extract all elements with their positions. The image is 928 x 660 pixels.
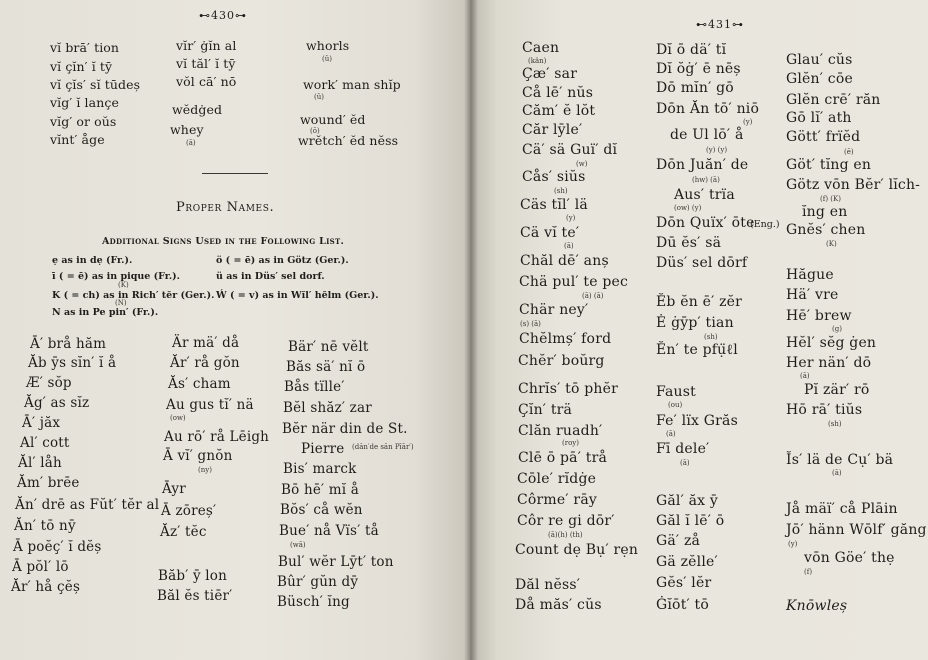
name-entry: Ăn′ tō nȳ [14,518,76,534]
word-entry: vĭ brā′ tion [50,40,120,55]
pronunciation-mark: (f) [804,568,813,576]
name-entry: Bue′ nå Vïs′ tå [279,523,379,539]
pronunciation-mark: (ow) [170,414,186,422]
name-entry: Glĕn crē′ răn [786,92,881,108]
pronunciation-mark: (hw) (ā) [692,176,720,184]
name-entry: vōn Göe′ thẹ [804,550,895,566]
name-entry: Chä pul′ te pec [519,274,629,290]
name-entry: Cå lē′ nŭs [522,85,594,101]
name-entry: Büsch′ ĭng [277,594,350,610]
name-entry: Fī dele′ [656,441,710,457]
sign-entry: ī ( = ē) as in pique (Fr.). [52,271,180,282]
name-entry: Cä′ sä Guï′ dĭ [522,142,618,158]
word-entry: work′ man shĭp [303,77,401,92]
page-number: ⊷430⊶ [199,9,247,22]
word-entry: vĭnt′ åge [50,132,105,147]
name-entry: Găl ĭ lē′ ō [656,513,725,529]
name-entry: Chrĭs′ tō phĕr [518,381,618,397]
book-gutter [464,0,478,660]
name-entry: Ăm′ brēe [17,475,80,491]
pronunciation-mark: (ā) [800,372,810,380]
name-entry: Ā poĕç′ ĭ dĕș [13,539,102,555]
pronunciation-mark: (y) [788,540,798,548]
language-label: (Eng.) [750,219,780,230]
name-entry: Gnĕs′ chen [786,222,866,238]
name-entry: Dū ĕs′ sä [656,235,722,251]
name-entry: Bås tïlle′ [284,379,345,395]
name-entry: Băl ĕs tiēr′ [157,588,233,604]
sign-entry: N as in Pe pin′ (Fr.). [52,307,159,318]
right-page [470,0,928,660]
name-entry: Hĕl′ sĕg ġen [786,335,877,351]
word-entry: vĭr′ ġĭn al [176,38,237,53]
pronunciation-mark: (ā) [186,139,196,147]
name-entry: Dăl nĕss′ [515,577,581,593]
name-entry: Dĭ ō dä′ tĭ [656,42,727,58]
name-entry: Bûr′ gŭn dȳ [277,574,359,590]
pronunciation-mark: (N) [115,299,127,307]
name-entry: Ā zōreș′ [161,503,217,519]
name-entry: Căr lȳle′ [522,122,583,138]
pronunciation-mark: (ā) [666,430,676,438]
pronunciation-mark: (ā) [832,469,842,477]
pronunciation-mark: (roy) [562,439,579,447]
name-entry: Hä′ vre [786,287,839,303]
name-entry: Glau′ cŭs [786,52,853,68]
pronunciation-mark: (ny) [198,466,212,474]
word-entry: whey [170,122,204,137]
sign-entry: Ẃ ( = v) as in Wĭl′ hĕlm (Ger.). [216,290,379,301]
name-entry: Çĭn′ trä [518,402,573,418]
name-entry: Côrme′ rāy [517,492,597,508]
name-entry: Dōn Ăn tō′ niō [656,101,760,117]
name-entry: Dō mĭn′ gō [656,80,734,96]
word-entry: vĭ çĭs′ sĭ tūdeș [50,77,141,92]
pronunciation-mark: (K) [826,240,837,248]
name-entry: Hē′ brew [786,308,852,324]
pronunciation-mark: (kän) [528,57,547,65]
name-entry: Bō hē′ mĭ å [281,482,360,498]
name-entry: Chĕlmș′ ford [519,331,612,347]
name-entry: Ā pŏl′ lō [12,559,69,575]
name-entry: Găl′ ăx ȳ [656,493,719,509]
name-entry: Cås′ siŭs [522,169,586,185]
name-entry: Bĕl shăz′ zar [283,400,372,416]
name-entry: Düs′ sel dōrf [656,255,748,271]
name-entry: Götz vōn Bĕr′ lĭch- [786,177,921,193]
name-entry: Bul′ wĕr Lȳt′ ton [278,554,394,570]
name-entry: Chär ney′ [519,302,589,318]
pronunciation-mark: (y) [743,118,753,126]
name-entry: Çæ′ sar [522,66,578,82]
name-entry: Bŏs′ cå wĕn [280,502,363,518]
sign-entry: ö ( = ē) as in Götz (Ger.). [216,255,349,266]
pronunciation-mark: (û) [322,55,332,63]
name-entry: Ĭs′ lä de Cụ′ bä [786,452,894,468]
name-entry: Ăg′ as sĭz [24,395,90,411]
name-entry: Göt′ tĭng en [786,157,872,173]
name-entry: Côr re gi dōr′ [517,513,615,529]
word-entry: wrĕtch′ ĕd nĕss [298,133,399,148]
name-entry: Gä zĕlle′ [656,554,718,570]
pronunciation-mark: (f) (K) [820,195,841,203]
name-entry: Knōwleș [786,598,848,614]
name-entry: Ăl′ låh [18,455,62,471]
signs-subheading: Additional Signs Used in the Following List. [102,236,345,247]
name-entry: de Ul lō′ å [670,127,744,143]
name-entry: Bär′ nē vĕlt [288,339,369,355]
word-entry: vĭg′ ĭ lançe [50,95,119,110]
section-title: Proper Names. [176,200,275,215]
name-entry: Gĕs′ lĕr [656,575,712,591]
name-entry: Gō lĭ′ ath [786,110,852,126]
pronunciation-mark: (ā) [680,459,690,467]
pronunciation-mark: (ā) (ā) [582,292,604,300]
sign-entry: K ( = ch) as in Rich′ tĕr (Ger.). [52,290,215,301]
word-entry: vĭ tăl′ ĭ tȳ [176,56,236,71]
pronunciation-mark: (sh) [554,187,568,195]
name-entry: Au gus tĭ′ nä [166,397,254,413]
pronunciation-mark: (wā) [290,541,306,549]
pronunciation-mark: (sh) [828,420,842,428]
name-entry: Jå mäï′ cå Plāin [786,501,898,517]
name-entry: Då măs′ cŭs [515,597,602,613]
name-entry: Ė ġȳp′ tian [656,315,734,331]
name-entry: Æ′ sŏp [26,375,72,391]
pronunciation-mark: (w) [576,160,588,168]
name-entry: Pierre [301,441,345,457]
pronunciation-mark: (dăn′de săn Pīār′) [352,443,414,451]
name-entry: Gött′ frïĕd [786,129,861,145]
pronunciation-mark: (ā) [564,242,574,250]
word-entry: whorls [306,38,350,53]
pronunciation-mark: (sh) [704,333,718,341]
name-entry: Chăl dē′ anș [520,253,609,269]
name-entry: Hō rā′ tiŭs [786,402,863,418]
name-entry: Căm′ ĕ lŏt [522,103,596,119]
name-entry: Glĕn′ cōe [786,71,853,87]
name-entry: Au rō′ rå Lēigh [164,429,270,445]
pronunciation-mark: (ō) [310,127,320,135]
word-entry: vĭg′ or oŭs [50,114,117,129]
name-entry: Dōn Juăn′ de [656,157,749,173]
name-entry: Băb′ ȳ lon [158,568,228,584]
name-entry: Ăs′ cham [168,376,231,392]
word-entry: wound′ ĕd [300,112,366,127]
name-entry: Dĭ ŏġ′ ē nēș [656,61,741,77]
name-entry: Āyr [162,481,186,497]
name-entry: Gä′ zå [656,533,701,549]
name-entry: Faust [656,384,696,400]
name-entry: Cäs tĭl′ lä [520,197,588,213]
name-entry: Her nän′ dō [786,355,872,371]
name-entry: Bis′ marck [283,461,357,477]
name-entry: Dōn Quïx′ ōte [656,215,755,231]
page-number: ⊷431⊶ [696,18,744,31]
name-entry: Cōle′ rĭdġe [517,471,597,487]
name-entry: Ĕn′ te pfụ̈ℓl [656,342,738,358]
name-entry: Ġĭōt′ tō [656,597,709,613]
name-entry: Clăn ruadh′ [518,423,603,439]
word-entry: vĭ çĭn′ ĭ tȳ [50,59,113,74]
name-entry: Jō′ hänn Wōlf′ găng [786,522,927,538]
sign-entry: ü as in Düs′ sel dorf. [216,271,325,282]
pronunciation-mark: (g) [832,325,842,333]
pronunciation-mark: (y) (y) [706,146,728,154]
name-entry: Är mä′ då [172,335,240,351]
name-entry: Ăr′ rå gŏn [170,355,240,371]
name-entry: Ăz′ tĕc [160,524,207,540]
name-entry: Băs sä′ nĭ ō [286,359,366,375]
name-entry: Aus′ trïa [674,187,735,203]
name-entry: Chĕr′ boŭrg [518,353,605,369]
name-entry: Cä vĭ te′ [520,225,580,241]
name-entry: Ăb ȳs sĭn′ ĭ å [28,355,117,371]
name-entry: ĭng en [802,204,848,220]
name-entry: Ăn′ drē as Fŭt′ tĕr al [15,497,160,513]
name-entry: Bĕr när din de St. [282,421,408,437]
section-divider [202,173,268,174]
name-entry: Count dẹ Bụ′ rẹn [515,542,639,558]
pronunciation-mark: (K) [118,281,129,289]
pronunciation-mark: (ou) [668,401,683,409]
pronunciation-mark: (ā)(h) (th) [548,531,583,539]
name-entry: Caen [522,40,560,56]
name-entry: Al′ cott [20,435,70,451]
name-entry: Ĕb ĕn ē′ zĕr [656,294,743,310]
word-entry: vŏl cā′ nō [176,74,237,89]
name-entry: Clē ō pā′ trå [518,450,608,466]
name-entry: Hăgue [786,267,834,283]
name-entry: Ā′ jăx [22,415,61,431]
name-entry: Pĭ zär′ rō [804,382,870,398]
sign-entry: ẹ as in dẹ (Fr.). [52,255,133,266]
name-entry: Ā′ brå hăm [30,336,107,352]
name-entry: Ăr′ hå çĕș [11,579,81,595]
pronunciation-mark: (s) (ā) [520,320,541,328]
name-entry: Fe′ lïx Grăs [656,413,738,429]
word-entry: wĕdġed [172,102,223,117]
pronunciation-mark: (ow) (y) [674,204,702,212]
pronunciation-mark: (y) [566,214,576,222]
pronunciation-mark: (ē) [844,148,854,156]
name-entry: Ā vĭ′ gnŏn [163,448,233,464]
pronunciation-mark: (û) [314,93,324,101]
